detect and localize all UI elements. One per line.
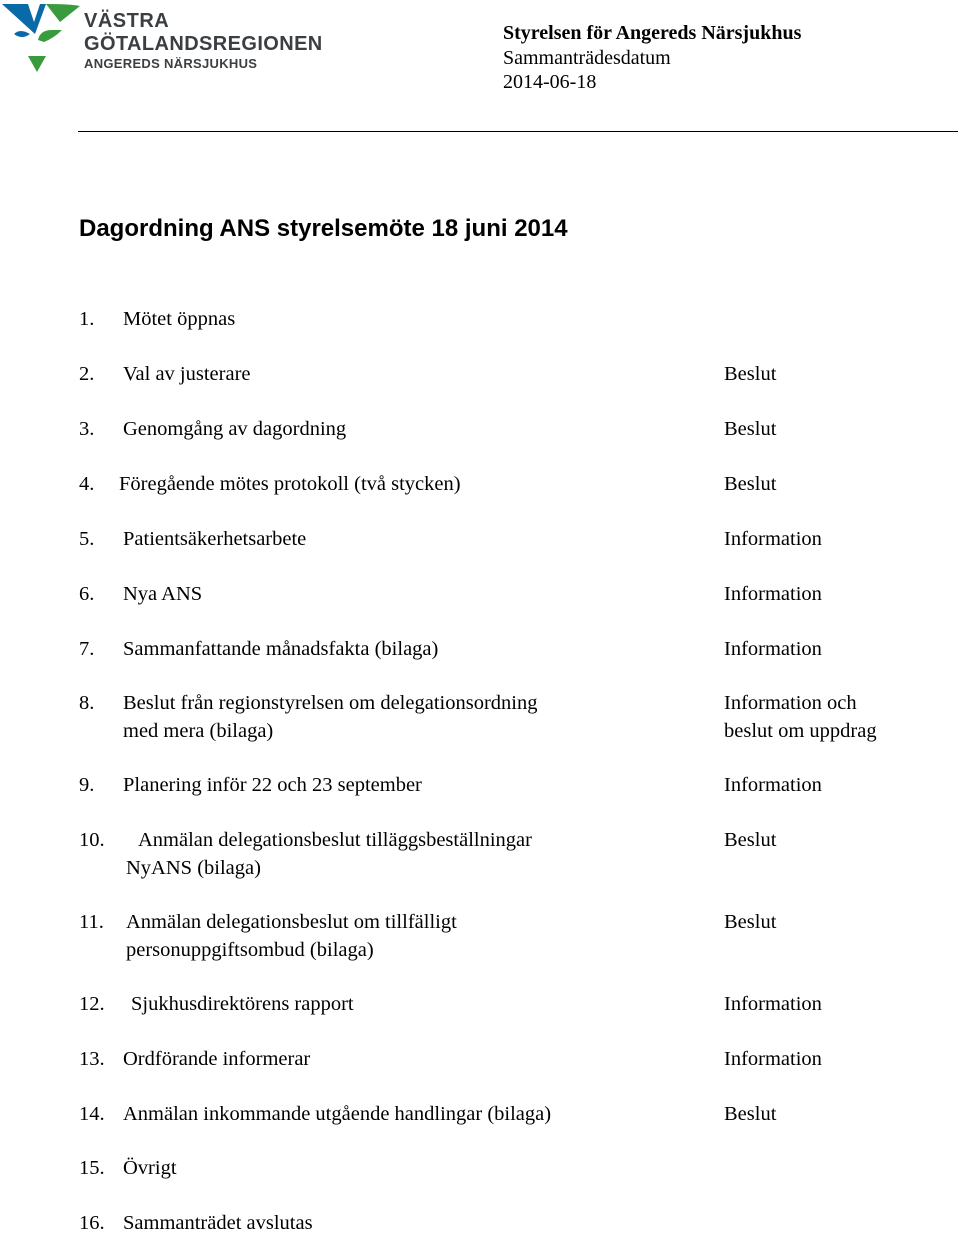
agenda-item-number: 2. <box>79 363 95 385</box>
agenda-item-number: 5. <box>79 528 95 550</box>
logo-line-2: GÖTALANDSREGIONEN <box>84 33 323 55</box>
agenda-item <box>0 1101 960 1129</box>
agenda-item-number: 7. <box>79 638 95 660</box>
agenda-item-text-line: NyANS (bilaga) <box>126 856 261 879</box>
agenda-item <box>0 1210 960 1238</box>
agenda-item-text-line: Beslut från regionstyrelsen om delegationsordning <box>123 692 538 714</box>
agenda-item-text <box>126 827 532 882</box>
agenda-item-action <box>724 909 776 937</box>
agenda-item-action-line: Beslut <box>724 473 777 495</box>
agenda-item-action <box>724 690 877 745</box>
agenda-item-text-line: Mötet öppnas <box>123 308 236 330</box>
agenda-item <box>0 827 960 882</box>
agenda-item-number: 9. <box>79 774 95 796</box>
agenda-item-text <box>123 1101 551 1129</box>
agenda-item <box>0 306 960 334</box>
agenda-item-number: 12. <box>79 993 105 1015</box>
agenda-item-number: 4. <box>79 473 95 495</box>
agenda-item-text <box>123 416 346 444</box>
agenda-item-text <box>123 636 438 664</box>
agenda-item <box>0 1046 960 1074</box>
agenda-item-number: 6. <box>79 583 95 605</box>
agenda-item-text-line: Anmälan delegationsbeslut om tillfälligt <box>126 911 457 933</box>
agenda-item-action <box>724 526 822 554</box>
header-date: 2014-06-18 <box>503 71 597 93</box>
agenda-item-action-line: Information <box>724 774 822 796</box>
agenda-item-text-line: Nya ANS <box>123 583 203 605</box>
agenda-item <box>0 636 960 664</box>
agenda-item-text <box>119 471 461 499</box>
agenda-item <box>0 526 960 554</box>
agenda-item-text-line: Anmälan inkommande utgående handlingar (bilaga) <box>123 1103 552 1125</box>
agenda-item <box>0 690 960 745</box>
agenda-item-number: 13. <box>79 1048 105 1070</box>
agenda-item-text-line: Sammanträdet avslutas <box>123 1212 313 1234</box>
agenda-item-action-line: Information <box>724 638 822 660</box>
agenda-item-action-line: Information <box>724 583 822 605</box>
agenda-item-action-line: Beslut <box>724 363 777 385</box>
agenda-item-text-line: Patientsäkerhetsarbete <box>123 528 307 550</box>
agenda-item-text <box>126 909 457 964</box>
agenda-item-number: 16. <box>79 1212 105 1234</box>
agenda-item-text <box>123 361 251 389</box>
agenda-item-text <box>131 991 354 1019</box>
agenda-item-action-line: Beslut <box>724 829 777 851</box>
agenda-item-number: 15. <box>79 1157 105 1179</box>
agenda-item-action <box>724 1101 776 1129</box>
agenda-item-text <box>123 772 422 800</box>
agenda-item <box>0 361 960 389</box>
agenda-item-action-line: Beslut <box>724 911 777 933</box>
agenda-item-text-line: Ordförande informerar <box>123 1048 311 1070</box>
agenda-item-action <box>724 636 822 664</box>
agenda-item <box>0 909 960 964</box>
agenda-item-text-line: personuppgiftsombud (bilaga) <box>126 938 374 961</box>
document-title: Dagordning ANS styrelsemöte 18 juni 2014 <box>79 215 568 242</box>
logo-line-1: VÄSTRA <box>84 10 170 32</box>
agenda-item-action <box>724 772 822 800</box>
agenda-item-text <box>123 1046 310 1074</box>
agenda-item-text <box>123 306 235 334</box>
agenda-item-text-line: Planering inför 22 och 23 september <box>123 774 422 796</box>
agenda-item-text-line: Anmälan delegationsbeslut tilläggsbeställningar <box>138 829 532 851</box>
agenda-item-action <box>724 581 822 609</box>
agenda-item <box>0 416 960 444</box>
agenda-item-text <box>123 526 306 554</box>
agenda-item-text-line: Övrigt <box>123 1157 177 1179</box>
agenda-item <box>0 991 960 1019</box>
agenda-item <box>0 1155 960 1183</box>
header-organization: Styrelsen för Angereds Närsjukhus <box>503 22 802 44</box>
agenda-item-number: 8. <box>79 692 95 714</box>
agenda-item-text <box>123 581 202 609</box>
agenda-item-text-line: Val av justerare <box>123 363 251 385</box>
agenda-item-text <box>123 1210 313 1238</box>
agenda-item-action-line: beslut om uppdrag <box>724 719 877 742</box>
agenda-item <box>0 772 960 800</box>
agenda-item-number: 14. <box>79 1103 105 1125</box>
agenda-item-text <box>123 1155 177 1183</box>
agenda-item-action-line: Beslut <box>724 418 777 440</box>
agenda-item-action <box>724 471 776 499</box>
agenda-item-text-line: Sjukhusdirektörens rapport <box>131 993 354 1015</box>
agenda-item <box>0 471 960 499</box>
logo-line-3: ANGEREDS NÄRSJUKHUS <box>84 56 258 71</box>
header-date-label: Sammanträdesdatum <box>503 46 671 69</box>
agenda-item-text-line: Sammanfattande månadsfakta (bilaga) <box>123 638 439 660</box>
agenda-item-action-line: Beslut <box>724 1103 777 1125</box>
agenda-item-action <box>724 361 776 389</box>
agenda-item-action <box>724 1046 822 1074</box>
agenda-item-text-line: med mera (bilaga) <box>123 719 274 742</box>
agenda-item-action <box>724 991 822 1019</box>
agenda-item-action-line: Information <box>724 1048 822 1070</box>
agenda-item-action-line: Information <box>724 993 822 1015</box>
agenda-item-number: 10. <box>79 829 105 851</box>
agenda-item-action <box>724 416 776 444</box>
agenda-item-action-line: Information och <box>724 692 857 714</box>
agenda-item-text-line: Föregående mötes protokoll (två stycken) <box>119 473 461 495</box>
agenda-item-number: 3. <box>79 418 95 440</box>
agenda-item-action-line: Information <box>724 528 822 550</box>
agenda-item-number: 11. <box>79 911 104 933</box>
agenda-item-action <box>724 827 776 855</box>
agenda-item-text <box>123 690 537 745</box>
agenda-item-text-line: Genomgång av dagordning <box>123 418 347 440</box>
agenda-item-number: 1. <box>79 308 95 330</box>
agenda-item <box>0 581 960 609</box>
